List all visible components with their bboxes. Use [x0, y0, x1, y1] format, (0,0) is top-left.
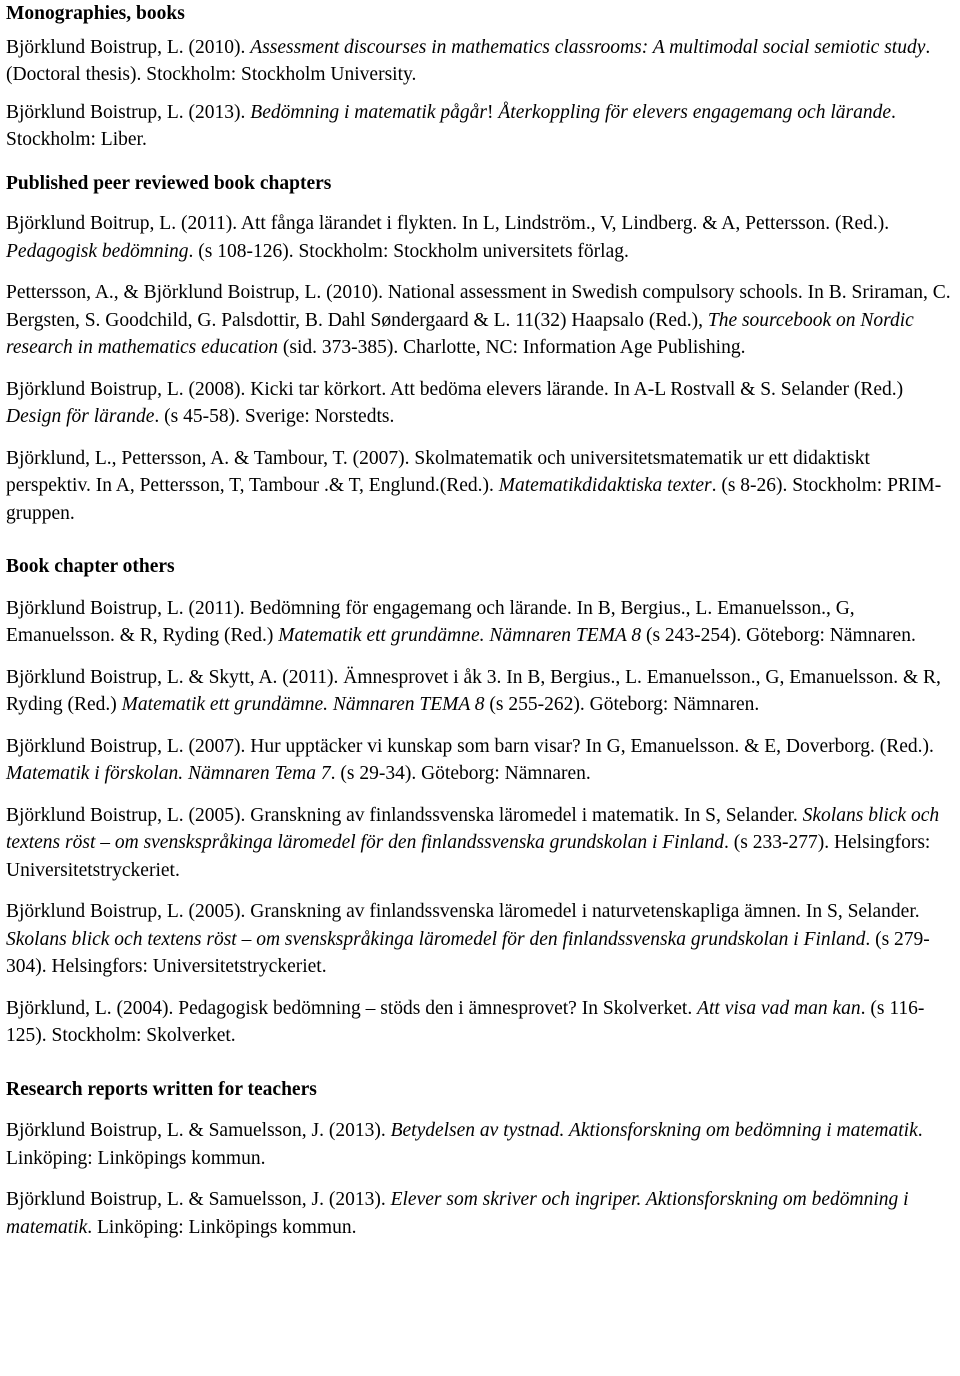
reference-title-italic: Design för lärande — [6, 406, 155, 427]
section-heading: Published peer reviewed book chapters — [6, 172, 332, 194]
section-research-reports — [6, 1076, 956, 1242]
reference-entry — [6, 733, 956, 788]
reference-text: Björklund Boistrup, L. & Samuelsson, J. (2013). — [6, 1120, 391, 1141]
reference-text: Björklund Boistrup, L. & Skytt, A. (2011). Ämnesprovet i åk 3. In B, Bergius., L. Emanuelsson., G, Emanuelsson. & R, Ryding (Red.) — [6, 666, 941, 715]
reference-title-italic: Matematik ett grundämne. Nämnaren TEMA 8 — [278, 625, 642, 646]
reference-text: . (s 45-58). Sverige: Norstedts. — [154, 406, 395, 427]
section-heading: Book chapter others — [6, 556, 175, 577]
reference-entry — [6, 595, 956, 650]
reference-text: . (Doctoral thesis). Stockholm: Stockholm University. — [6, 36, 931, 85]
reference-text: Björklund Boistrup, L. (2013). — [6, 101, 251, 123]
reference-entry — [6, 664, 956, 719]
reference-entry — [6, 210, 956, 265]
reference-entry — [6, 279, 956, 362]
reference-entry — [6, 1186, 956, 1241]
reference-text: Björklund Boitrup, L. (2011). Att fånga lärandet i flykten. In L, Lindström., V, Lindberg. & A, Pettersson. (Red.). — [6, 213, 890, 234]
reference-title-italic: Skolans blick och textens röst – om svenskspråkinga läromedel för den finlandssvenska grundskolan i Finland — [6, 804, 940, 853]
reference-title-italic: Matematikdidaktiska texter — [498, 475, 712, 496]
reference-title-italic: Att visa vad man kan — [697, 997, 861, 1019]
reference-entry — [6, 34, 956, 89]
section-monographies — [6, 0, 956, 154]
reference-entry — [6, 898, 956, 981]
reference-title-italic: Betydelsen av tystnad. Aktionsforskning om bedömning i matematik — [390, 1120, 918, 1141]
publication-list — [6, 0, 956, 1241]
reference-entry — [6, 995, 956, 1050]
section-heading: Monographies, books — [6, 3, 185, 24]
section-heading: Research reports written for teachers — [6, 1078, 317, 1100]
reference-title-italic: Matematik i förskolan. Nämnaren Tema 7 — [6, 763, 331, 784]
reference-entry — [6, 1117, 956, 1172]
reference-text: . (s 8-26). Stockholm: PRIM-gruppen. — [6, 475, 942, 524]
reference-title-italic: Elever som skriver och ingriper. Aktionsforskning om bedömning i matematik — [6, 1189, 909, 1238]
reference-text: . Linköping: Linköpings kommun. — [6, 1120, 923, 1169]
reference-title-italic: Återkoppling för elevers engagemang och lärande — [498, 101, 891, 123]
reference-title-italic: Matematik ett grundämne. Nämnaren TEMA 8 — [121, 694, 485, 715]
reference-text: (sid. 373-385). Charlotte, NC: Information Age Publishing. — [278, 337, 746, 358]
section-peer-reviewed-chapters — [6, 170, 956, 528]
reference-text: Björklund, L., Pettersson, A. & Tambour, T. (2007). Skolmatematik och universitetsmatematik ur ett didaktiskt perspektiv. In A, Pettersson, T, Tambour .& T, Englund.(Red.). — [6, 447, 870, 496]
reference-text: . Stockholm: Liber. — [6, 101, 896, 150]
reference-text: . (s 279-304). Helsingfors: Universitetstryckeriet. — [6, 928, 930, 977]
reference-entry — [6, 99, 956, 154]
reference-text: . (s 116-125). Stockholm: Skolverket. — [6, 997, 925, 1046]
reference-text: Björklund Boistrup, L. (2007). Hur upptäcker vi kunskap som barn visar? In G, Emanuelsson. & E, Doverborg. (Red.). — [6, 735, 934, 757]
reference-text: . (s 29-34). Göteborg: Nämnaren. — [330, 763, 591, 784]
reference-text: Björklund Boistrup, L. (2008). Kicki tar körkort. Att bedöma elevers lärande. In A-L Rostvall & S. Selander (Red.) — [6, 378, 904, 400]
reference-text: Björklund Boistrup, L. (2005). Granskning av finlandssvenska läromedel i naturvetenskapliga ämnen. In S, Selander. — [6, 901, 920, 922]
reference-text: Björklund Boistrup, L. (2011). Bedömning för engagemang och lärande. In B, Bergius., L. Emanuelsson., G, Emanuelsson. & R, Ryding (Red.) — [6, 597, 855, 646]
reference-text: . Linköping: Linköpings kommun. — [87, 1216, 357, 1238]
reference-entry — [6, 445, 956, 528]
reference-title-italic: Pedagogisk bedömning — [6, 240, 189, 262]
reference-text: Pettersson, A., & Björklund Boistrup, L. (2010). National assessment in Swedish compulsory schools. In B. Sriraman, C. Bergsten, S. Goodchild, G. Palsdottir, B. Dahl Søndergaard & L. 11(32) Haapsalo (Red.), — [6, 282, 951, 331]
reference-text: Björklund Boistrup, L. & Samuelsson, J. (2013). — [6, 1189, 391, 1210]
reference-entry — [6, 802, 956, 885]
reference-text: Björklund Boistrup, L. (2005). Granskning av finlandssvenska läromedel i matematik. In S, Selander. — [6, 804, 803, 826]
reference-title-italic: Skolans blick och textens röst – om svenskspråkinga läromedel för den finlandssvenska grundskolan i Finland — [6, 928, 866, 950]
reference-title-italic: The sourcebook on Nordic research in mathematics education — [6, 309, 914, 358]
reference-entry — [6, 376, 956, 431]
reference-text: . (s 233-277). Helsingfors: Universitetstryckeriet. — [6, 832, 931, 881]
reference-text: (s 255-262). Göteborg: Nämnaren. — [484, 694, 760, 715]
reference-text: . (s 108-126). Stockholm: Stockholm universitets förlag. — [188, 240, 629, 262]
reference-text: Björklund Boistrup, L. (2010). — [6, 36, 251, 58]
reference-text: Björklund, L. (2004). Pedagogisk bedömning – stöds den i ämnesprovet? In Skolverket. — [6, 997, 698, 1019]
reference-text: ! — [486, 101, 499, 123]
reference-title-italic: Bedömning i matematik pågår — [250, 101, 487, 123]
reference-text: (s 243-254). Göteborg: Nämnaren. — [641, 625, 916, 646]
section-book-chapter-others — [6, 553, 956, 1050]
reference-title-italic: Assessment discourses in mathematics classrooms: A multimodal social semiotic study — [250, 36, 926, 58]
